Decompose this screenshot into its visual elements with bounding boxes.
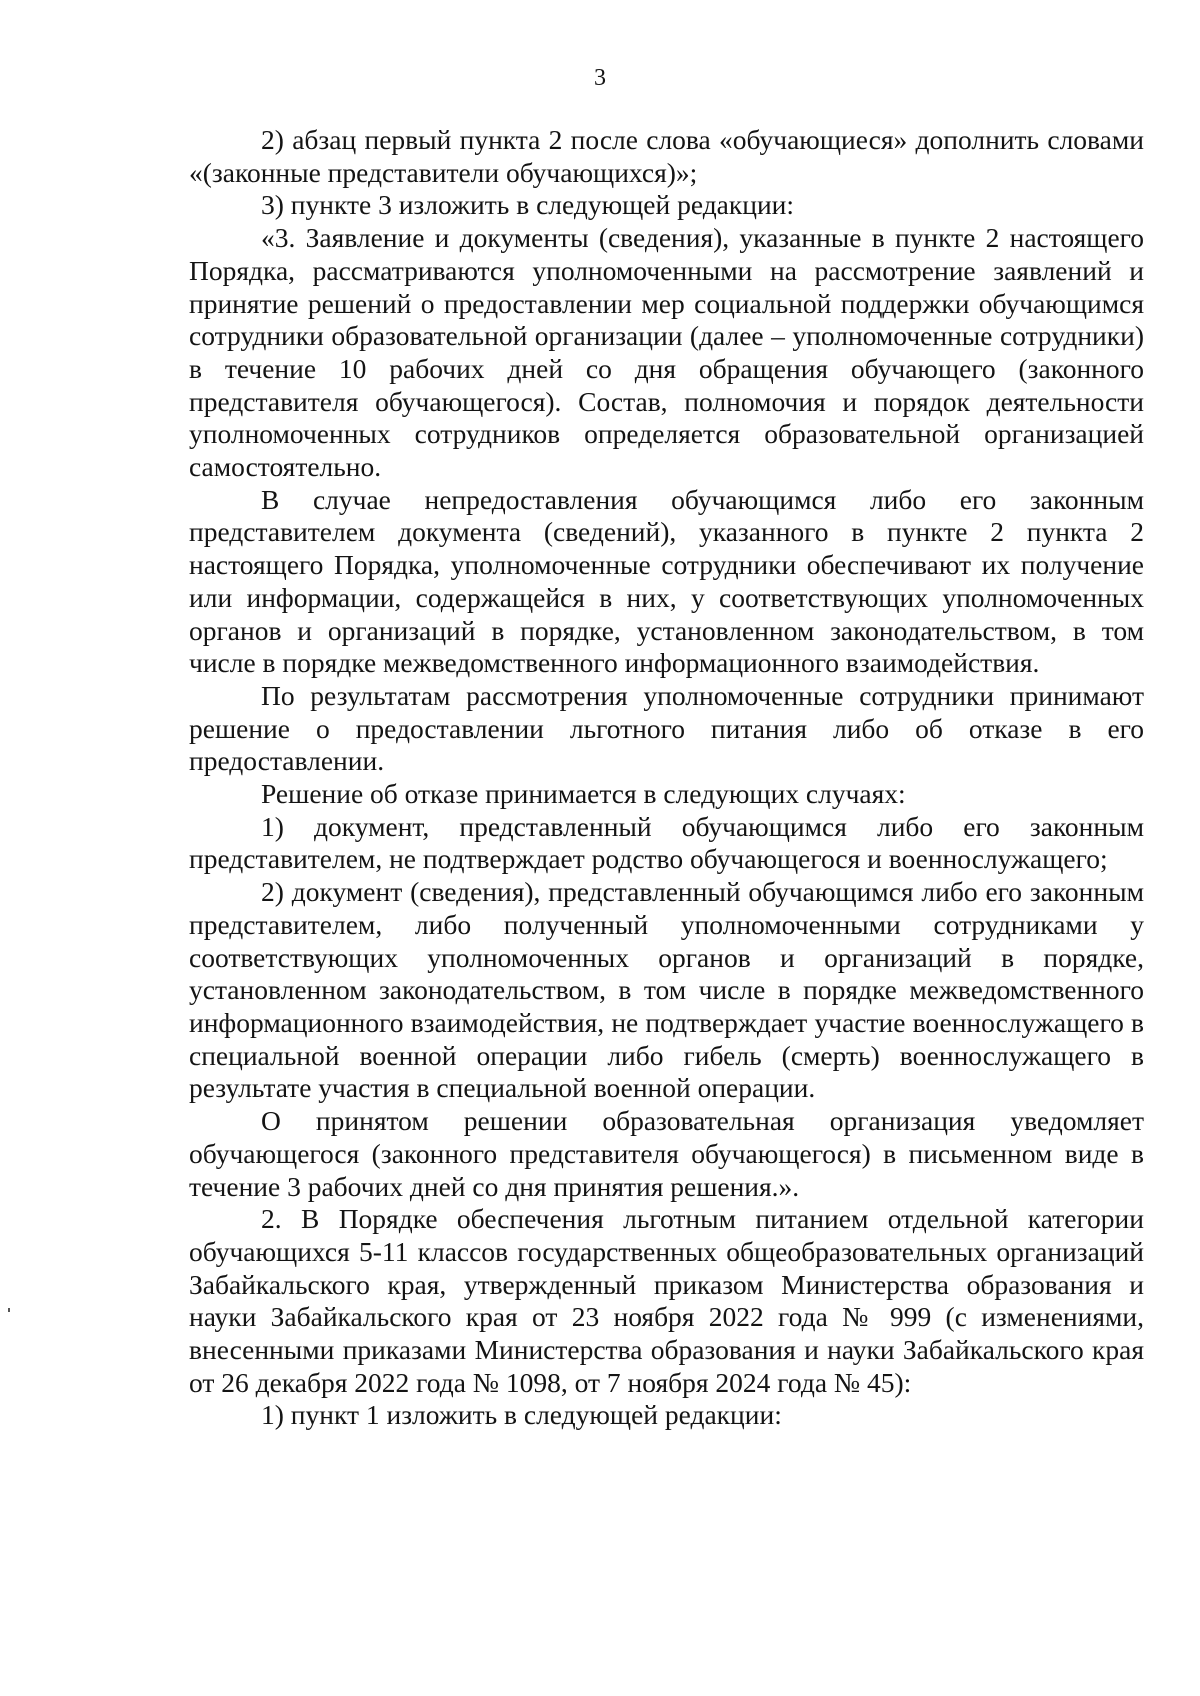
paragraph-clause-3: «3. Заявление и документы (сведения), указанные в пункте 2 настоящего Порядка, рассматриваются уполномоченными на рассмотрение заявлений и принятие решений о предоставлении мер социальной поддержки обучающимся сотрудники образовательной организации (далее – уполномоченные сотрудники) в течение 10 рабочих дней со дня обращения обучающего (законного представителя обучающегося). Состав, полномочия и порядок деятельности уполномоченных сотрудников определяется образовательной организацией самостоятельно. — [189, 222, 1144, 483]
paragraph-section-2: 2. В Порядке обеспечения льготным питанием отдельной категории обучающихся 5-11 классов государственных общеобразовательных организаций Забайкальского края, утвержденный приказом Министерства образования и науки Забайкальского края от 23 ноября 2022 года № 999 (с изменениями, внесенными приказами Министерства образования и науки Забайкальского края от 26 декабря 2022 года № 1098, от 7 ноября 2024 года № 45): — [189, 1203, 1144, 1398]
paragraph-amendment-3: 3) пункте 3 изложить в следующей редакции: — [261, 189, 795, 221]
scan-artifact — [8, 1308, 10, 1312]
paragraph-amendment-2: 2) абзац первый пункта 2 после слова «обучающиеся» дополнить словами «(законные представители обучающихся)»; — [189, 124, 1144, 188]
paragraph-non-provision: В случае непредоставления обучающимся либо его законным представителем документа (сведений), указанного в пункте 2 пункта 2 настоящего Порядка, уполномоченные сотрудники обеспечивают их получение или информации, содержащейся в них, у соответствующих уполномоченных органов и организаций в порядке, установленном законодательством, в том числе в порядке межведомственного информационного взаимодействия. — [189, 483, 1144, 679]
paragraph-refusal-case-2: 2) документ (сведения), представленный обучающимся либо его законным представителем, либо полученный уполномоченными сотрудниками у соответствующих уполномоченных органов и организаций в порядке, установленном законодательством, в том числе в порядке межведомственного информационного взаимодействия, не подтверждает участие военнослужащего в специальной военной операции либо гибель (смерть) военнослужащего в результате участия в специальной военной операции. — [189, 876, 1144, 1104]
paragraph-item-1: 1) пункт 1 изложить в следующей редакции: — [261, 1399, 782, 1431]
paragraph-refusal-cases: Решение об отказе принимается в следующих случаях: — [261, 778, 906, 810]
paragraph-notification: О принятом решении образовательная организация уведомляет обучающегося (законного представителя обучающегося) в письменном виде в течение 3 рабочих дней со дня принятия решения.». — [189, 1105, 1144, 1202]
page-number: 3 — [594, 65, 606, 91]
document-body — [189, 124, 1144, 1432]
paragraph-refusal-case-1: 1) документ, представленный обучающимся либо его законным представителем, не подтверждает родство обучающегося и военнослужащего; — [189, 810, 1144, 875]
paragraph-review-results: По результатам рассмотрения уполномоченные сотрудники принимают решение о предоставлении льготного питания либо об отказе в его предоставлении. — [189, 679, 1144, 777]
